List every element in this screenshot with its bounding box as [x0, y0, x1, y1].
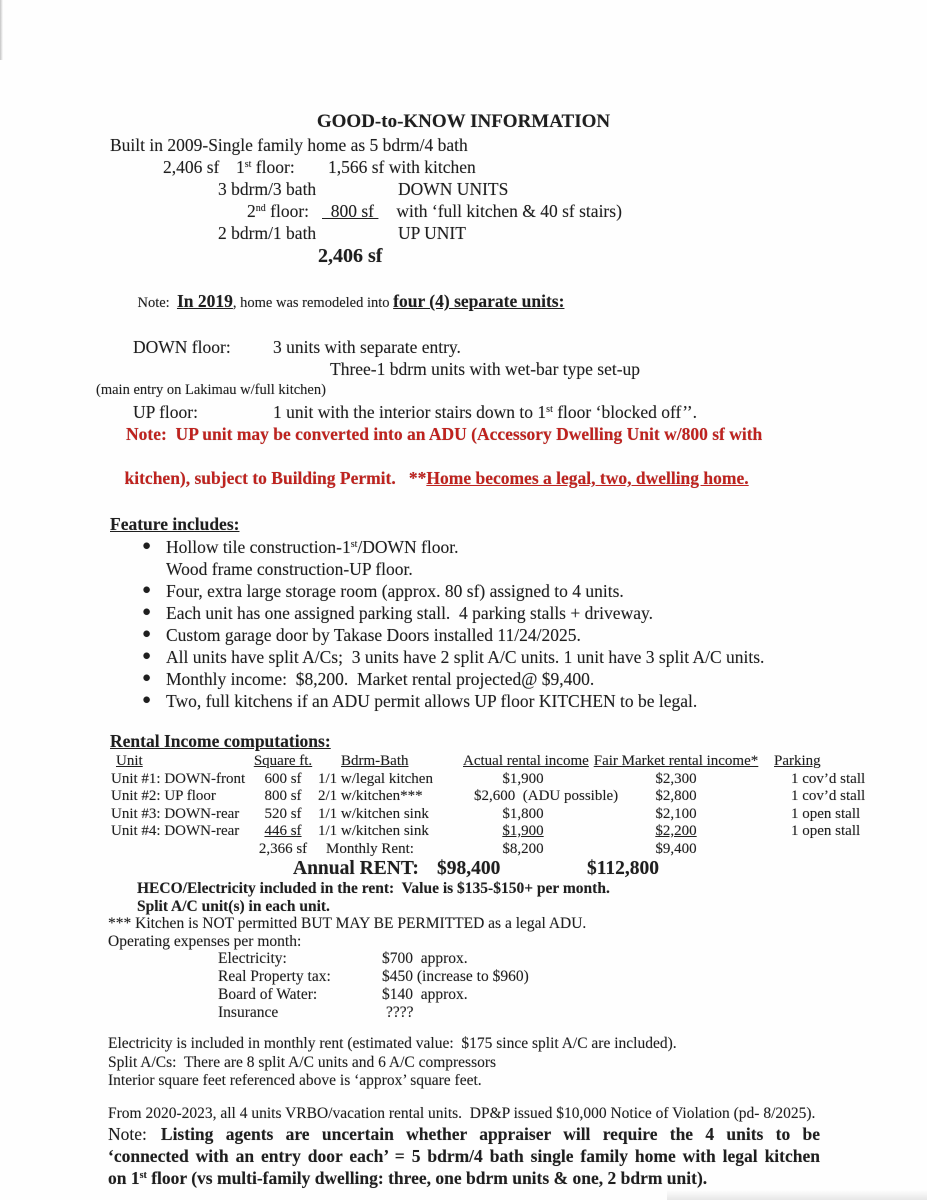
- floor-number: 1: [236, 157, 245, 177]
- down-floor-subtext: Three-1 bdrm units with wet-bar type set-up: [330, 359, 641, 379]
- totals-sqft: 2,366 sf: [258, 840, 308, 857]
- cell-fair: $2,300: [655, 770, 697, 787]
- feature-item: [0, 580, 927, 602]
- cell-fair: $2,800: [655, 788, 697, 804]
- second-floor-label: [247, 200, 309, 222]
- adu-possible-note: (ADU possible): [515, 788, 619, 804]
- page-title: GOOD-to-KNOW INFORMATION: [316, 111, 611, 132]
- rental-heading: Rental Income computations:: [110, 731, 331, 751]
- second-floor-detail: with ‘full kitchen & 40 sf stairs): [392, 201, 622, 221]
- table-row: [108, 788, 874, 806]
- col-header-parking: Parking: [774, 753, 821, 769]
- up-floor-label: UP floor:: [133, 402, 198, 422]
- remodel-year: In 2019: [176, 291, 233, 311]
- cell-parking: 1 open stall: [791, 823, 861, 839]
- final-note-line2: ‘connected with an entry door each’ = 5 bdrm/4 bath single family home with legal kitchen: [108, 1146, 820, 1166]
- final-note-text1: Listing agents are uncertain whether appraiser will require the 4 units to be: [160, 1124, 820, 1144]
- cell-actual: [463, 788, 619, 806]
- cell-bdrm: 1/1 w/kitchen sink: [318, 823, 429, 839]
- split-ac-note: Split A/C unit(s) in each unit.: [137, 897, 330, 915]
- feature-item-text: Four, extra large storage room (approx. 80 sf) assigned to 4 units.: [166, 581, 624, 601]
- final-note-text3a: on 1: [108, 1168, 140, 1188]
- feature-item: [0, 602, 927, 624]
- col-header-unit: Unit: [116, 753, 143, 769]
- expense-value: $700 approx.: [382, 950, 468, 967]
- up-floor-text-b: floor ‘blocked off’’.: [552, 402, 697, 422]
- up-floor-text: [273, 401, 697, 423]
- first-floor-line: [0, 156, 927, 178]
- kitchen-permit-note: *** Kitchen is NOT permitted BUT MAY BE PERMITTED as a legal ADU.: [108, 915, 587, 932]
- cell-fair: $2,100: [655, 805, 697, 822]
- remodel-note-line: [120, 268, 927, 336]
- cell-unit: Unit #4: DOWN-rear: [111, 823, 240, 839]
- heco-note: HECO/Electricity included in the rent: Value is $135-$150+ per month.: [137, 880, 610, 897]
- adu-note-line2: [107, 445, 927, 511]
- cell-unit: Unit #3: DOWN-rear: [111, 805, 240, 822]
- floor-number: 2: [247, 201, 256, 221]
- table-row: [108, 806, 874, 824]
- actual-amount: $2,600: [474, 788, 516, 804]
- cell-bdrm: 1/1 w/legal kitchen: [318, 770, 433, 787]
- cell-actual: $1,900: [502, 823, 544, 839]
- annual-rent-line: [0, 858, 927, 880]
- down-units-label: DOWN UNITS: [398, 179, 509, 199]
- feature-item-text: Each unit has one assigned parking stall. 4 parking stalls + driveway.: [166, 603, 653, 623]
- main-entry-paren: (main entry on Lakimau w/full kitchen): [96, 382, 326, 398]
- ordinal-superscript: nd: [255, 203, 266, 214]
- adu-note-line1: Note: UP unit may be converted into an ADU (Accessory Dwelling Unit w/800 sf with: [126, 424, 763, 444]
- cell-actual: $1,800: [502, 805, 544, 822]
- feature-item: [0, 646, 927, 668]
- down-config-line: [0, 178, 927, 200]
- expense-row: [0, 1004, 927, 1022]
- bullet-icon: ●: [142, 626, 152, 642]
- up-config: 2 bdrm/1 bath: [218, 223, 317, 243]
- cell-bdrm: 1/1 w/kitchen sink: [318, 805, 429, 822]
- remodel-emphasis: four (4) separate units:: [393, 291, 565, 311]
- col-header-bdrm: Bdrm-Bath: [341, 753, 409, 769]
- note-prefix: Note:: [137, 295, 177, 311]
- ordinal-superscript: st: [546, 404, 553, 415]
- cell-bdrm: 2/1 w/kitchen***: [318, 788, 423, 804]
- ordinal-superscript: st: [244, 159, 252, 170]
- bullet-icon: ●: [142, 582, 152, 598]
- expense-row: [0, 950, 927, 968]
- feature-item-text: All units have split A/Cs; 3 units have 2 split A/C units. 1 unit have 3 split A/C units.: [166, 647, 765, 667]
- table-row: [108, 771, 874, 789]
- cell-sqft: 446 sf: [264, 823, 302, 839]
- rental-table: [108, 753, 874, 858]
- feature-item-text: Two, full kitchens if an ADU permit allows UP floor KITCHEN to be legal.: [166, 691, 698, 711]
- cell-sqft: 520 sf: [264, 805, 302, 822]
- feature-item-text: Monthly income: $8,200. Market rental projected@ $9,400.: [166, 669, 595, 689]
- note-prefix: Note:: [108, 1124, 147, 1144]
- feature-item-continuation: [0, 558, 927, 580]
- expense-value: ????: [386, 1004, 414, 1021]
- interior-sqft-line: Interior square feet referenced above is ‘approx’ square feet.: [108, 1072, 482, 1089]
- vrbo-history-line: From 2020-2023, all 4 units VRBO/vacation rental units. DP&P issued $10,000 Notice of Violation (pd- 8/2025).: [108, 1104, 816, 1122]
- totals-row: [108, 841, 874, 859]
- rental-header-row: [108, 753, 874, 771]
- feature-item-text: [166, 536, 458, 558]
- col-header-fair: Fair Market rental income*: [593, 753, 759, 769]
- bullet-icon: ●: [142, 692, 152, 708]
- first-floor-sf: 2,406 sf: [163, 157, 220, 177]
- down-floor-text: 3 units with separate entry.: [273, 337, 461, 357]
- up-floor-line: [0, 401, 927, 423]
- feature-item: [0, 690, 927, 712]
- down-config: 3 bdrm/3 bath: [218, 179, 317, 199]
- col-header-actual: Actual rental income: [463, 753, 589, 769]
- feature-item: [0, 624, 927, 646]
- first-floor-detail: 1,566 sf with kitchen: [328, 157, 476, 177]
- cell-unit: Unit #2: UP floor: [111, 788, 216, 804]
- cell-parking: 1 cov’d stall: [791, 788, 866, 804]
- feature-item-text: Wood frame construction-UP floor.: [166, 559, 413, 579]
- annual-rent-label: Annual RENT:: [293, 858, 419, 879]
- feature-item1-a: Hollow tile construction-1: [166, 537, 351, 557]
- first-floor-label: [236, 156, 295, 178]
- feature-item-text: Custom garage door by Takase Doors installed 11/24/2025.: [166, 625, 581, 645]
- totals-actual: $8,200: [502, 840, 544, 857]
- bullet-icon: ●: [142, 670, 152, 686]
- floor-word: floor:: [265, 201, 310, 221]
- adu-note-line2-plain: kitchen), subject to Building Permit. **: [124, 468, 427, 488]
- ordinal-superscript: st: [350, 539, 358, 550]
- operating-expenses-heading: Operating expenses per month:: [108, 932, 302, 950]
- final-note-text3b: floor (vs multi-family dwelling: three, one bdrm units & one, 2 bdrm unit).: [146, 1168, 708, 1188]
- expense-label: Real Property tax:: [218, 968, 331, 985]
- cell-sqft: 800 sf: [264, 788, 302, 804]
- features-heading: Feature includes:: [110, 514, 240, 534]
- annual-rent-actual: $98,400: [437, 858, 501, 879]
- feature-item: [0, 536, 927, 558]
- expense-row: [0, 986, 927, 1004]
- down-floor-label: DOWN floor:: [133, 337, 231, 357]
- table-row: [108, 823, 874, 841]
- bullet-icon: ●: [142, 604, 152, 620]
- cell-actual: $1,900: [502, 770, 544, 787]
- feature-item1-b: /DOWN floor.: [357, 537, 459, 557]
- cell-sqft: 600 sf: [264, 770, 302, 787]
- cell-parking: 1 cov’d stall: [791, 770, 866, 787]
- final-note-line1: [108, 1123, 820, 1145]
- expense-label: Insurance: [218, 1004, 279, 1021]
- feature-item: [0, 668, 927, 690]
- expense-label: Electricity:: [218, 950, 287, 967]
- expense-label: Board of Water:: [218, 986, 318, 1003]
- second-floor-line: [0, 200, 927, 222]
- expense-value: $140 approx.: [382, 986, 468, 1003]
- expense-value: $450 (increase to $960): [382, 968, 529, 985]
- cell-unit: Unit #1: DOWN-front: [111, 770, 246, 787]
- cell-fair: $2,200: [655, 823, 697, 839]
- annual-rent-fair: $112,800: [587, 858, 660, 879]
- grand-total-sf: 2,406 sf: [318, 245, 383, 267]
- down-floor-line: [0, 336, 927, 358]
- totals-fair: $9,400: [655, 840, 697, 857]
- built-line: Built in 2009-Single family home as 5 bdrm/4 bath: [110, 135, 468, 155]
- adu-note-line2-underlined: Home becomes a legal, two, dwelling home.: [426, 468, 749, 488]
- bullet-icon: ●: [142, 538, 152, 554]
- ordinal-superscript: st: [139, 1170, 147, 1181]
- cell-parking: 1 open stall: [791, 805, 861, 822]
- totals-label: Monthly Rent:: [326, 840, 414, 857]
- up-floor-text-a: 1 unit with the interior stairs down to 1: [273, 402, 547, 422]
- up-unit-label: UP UNIT: [398, 223, 466, 243]
- up-config-line: [0, 222, 927, 244]
- expense-row: [0, 968, 927, 986]
- second-floor-sf: 800 sf: [322, 201, 379, 221]
- floor-word: floor:: [251, 157, 295, 177]
- electricity-included-line: Electricity is included in monthly rent (estimated value: $175 since split A/C are included).: [108, 1035, 677, 1052]
- remodel-middle: , home was remodeled into: [232, 295, 394, 311]
- bullet-icon: ●: [142, 648, 152, 664]
- split-acs-line: Split A/Cs: There are 8 split A/C units and 6 A/C compressors: [108, 1053, 497, 1071]
- col-header-sqft: Square ft.: [253, 753, 313, 769]
- final-note-line3: [108, 1167, 820, 1189]
